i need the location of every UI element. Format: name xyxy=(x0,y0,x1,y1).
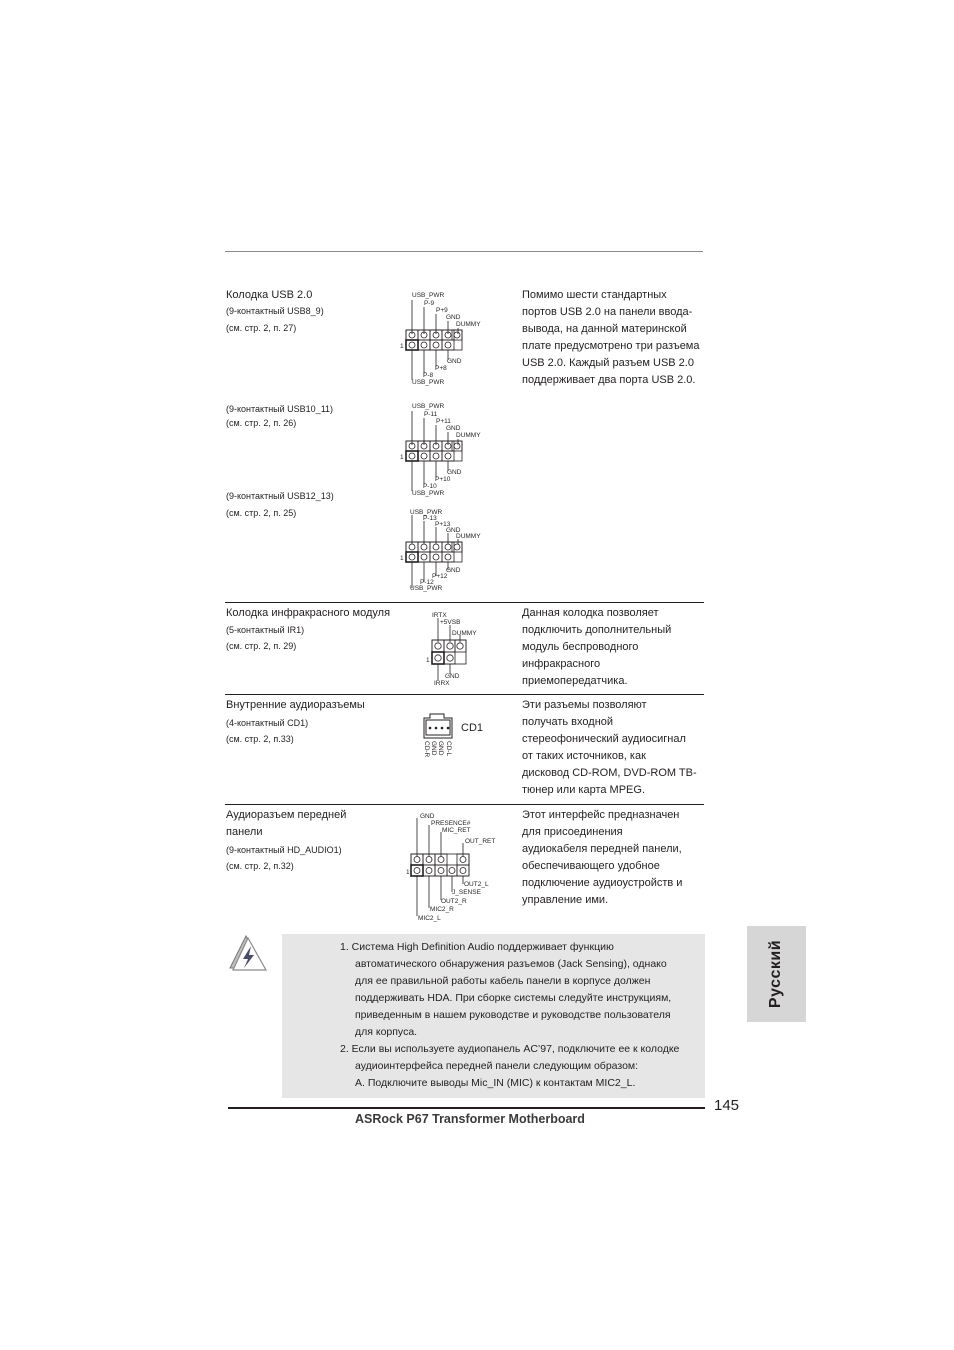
svg-text:CD-L: CD-L xyxy=(445,741,452,757)
note-line: для ее правильной работы кабель панели в корпусе должен xyxy=(355,975,651,987)
usb1213-ref: (см. стр. 2, п. 25) xyxy=(226,508,297,518)
svg-text:+5VSB: +5VSB xyxy=(440,619,461,626)
svg-text:GND: GND xyxy=(430,741,437,756)
language-tab-label: Русский xyxy=(767,939,785,1009)
svg-text:MIC_RET: MIC_RET xyxy=(442,827,471,834)
note-line: аудиоинтерфейса передней панели следующим образом: xyxy=(355,1060,639,1072)
footer-title: ASRock P67 Transformer Motherboard xyxy=(355,1112,585,1126)
cd-description: Эти разъемы позволяют получать входной стереофонический аудиосигнал от таких источников, как дисковод CD-ROM, DVD-ROM TB- тюнер или карта MPEG. xyxy=(522,699,697,796)
svg-text:P-11: P-11 xyxy=(424,411,438,418)
svg-text:PRESENCE#: PRESENCE# xyxy=(431,820,471,827)
svg-text:P-10: P-10 xyxy=(423,483,437,490)
svg-text:DUMMY: DUMMY xyxy=(456,432,481,439)
page-number: 145 xyxy=(714,1097,740,1114)
note-line: поддерживать HDA. При сборке системы следуйте инструкциям, xyxy=(355,992,672,1004)
usb89-ref: (см. стр. 2, п. 27) xyxy=(226,323,297,333)
svg-text:P+12: P+12 xyxy=(432,573,448,580)
svg-text:OUT2_L: OUT2_L xyxy=(464,881,489,888)
cd-name: (4-контактный CD1) xyxy=(226,718,309,728)
svg-text:GND: GND xyxy=(420,813,435,820)
svg-text:DUMMY: DUMMY xyxy=(456,533,481,540)
audio-section-title-2: панели xyxy=(226,826,263,838)
audio-description: Этот интерфейс предназначен для присоединения аудиокабеля передней панели, обеспечивающего удобное подключение аудиоустройств и управление ими. xyxy=(522,809,683,906)
svg-text:GND: GND xyxy=(447,358,462,365)
cd-ref: (см. стр. 2, п.33) xyxy=(226,734,294,744)
svg-text:OUT2_R: OUT2_R xyxy=(441,898,467,905)
svg-text:1: 1 xyxy=(400,343,404,350)
cd1-label: CD1 xyxy=(461,722,484,734)
divider-audio xyxy=(225,804,704,805)
svg-text:IRTX: IRTX xyxy=(432,612,447,619)
svg-text:P-13: P-13 xyxy=(423,515,437,522)
divider-cd xyxy=(225,694,704,695)
svg-text:J_SENSE: J_SENSE xyxy=(452,889,481,896)
svg-text:GND: GND xyxy=(447,469,462,476)
svg-text:USB_PWR: USB_PWR xyxy=(412,379,445,386)
cd-section-title: Внутренние аудиоразъемы xyxy=(226,699,365,711)
svg-text:USB_PWR: USB_PWR xyxy=(412,490,445,497)
svg-text:GND: GND xyxy=(437,741,444,756)
footer-rule xyxy=(228,1107,705,1109)
svg-text:1: 1 xyxy=(406,869,410,876)
ir-name: (5-контактный IR1) xyxy=(226,625,305,635)
svg-text:USB_PWR: USB_PWR xyxy=(410,585,443,592)
header-rule xyxy=(225,251,703,252)
svg-text:DUMMY: DUMMY xyxy=(452,630,477,637)
usb1011-name: (9-контактный USB10_11) xyxy=(226,404,334,414)
svg-text:P+10: P+10 xyxy=(435,476,451,483)
svg-text:USB_PWR: USB_PWR xyxy=(412,403,445,410)
audio-section-title-1: Аудиоразъем передней xyxy=(226,809,347,821)
svg-text:P+11: P+11 xyxy=(436,418,451,425)
usb89-pin-usb-pwr-top: USB_PWR xyxy=(412,292,445,299)
note-line: А. Подключите выводы Mic_IN (MIC) к контактам MIC2_L. xyxy=(355,1077,636,1089)
svg-text:P+9: P+9 xyxy=(436,307,448,314)
svg-text:USB_PWR: USB_PWR xyxy=(410,509,443,516)
svg-text:P-12: P-12 xyxy=(420,579,434,586)
svg-text:GND: GND xyxy=(446,425,461,432)
note-text xyxy=(340,939,679,1092)
warning-icon xyxy=(226,930,270,972)
usb89-name: (9-контактный USB8_9) xyxy=(226,306,324,316)
cd-connector-diagram xyxy=(416,708,496,770)
svg-text:P-8: P-8 xyxy=(423,372,434,379)
ir-description: Данная колодка позволяет подключить дополнительный модуль беспроводного инфракрасного приемопередатчика. xyxy=(522,607,672,687)
note-line: автоматического обнаружения разъемов (Jack Sensing), однако xyxy=(355,958,667,970)
svg-text:1: 1 xyxy=(400,555,404,562)
usb-section-title: Колодка USB 2.0 xyxy=(226,289,313,301)
usb-description: Помимо шести стандартных портов USB 2.0 на панели ввода- вывода, на данной материнской плате предусмотрено три разъема USB 2.0. Каждый разъем USB 2.0 поддерживает два порта USB 2.0. xyxy=(522,289,700,386)
usb1011-ref: (см. стр. 2, п. 26) xyxy=(226,418,297,428)
svg-text:GND: GND xyxy=(446,567,461,574)
ir-header-diagram xyxy=(420,608,510,690)
usb1213-name: (9-контактный USB12_13) xyxy=(226,491,334,501)
svg-text:DUMMY: DUMMY xyxy=(456,321,481,328)
svg-text:CD-R: CD-R xyxy=(423,741,430,758)
svg-text:OUT_RET: OUT_RET xyxy=(465,838,496,845)
audio-ref: (см. стр. 2, п.32) xyxy=(226,861,294,871)
note-line: 1. Система High Definition Audio поддерживает функцию xyxy=(340,941,614,953)
svg-text:P+13: P+13 xyxy=(435,521,451,528)
svg-text:MIC2_L: MIC2_L xyxy=(418,915,441,922)
svg-text:GND: GND xyxy=(446,314,461,321)
usb1213-header-diagram xyxy=(396,506,496,596)
svg-text:P-9: P-9 xyxy=(424,300,435,307)
usb1011-header-diagram xyxy=(396,399,496,499)
hd-audio-header-diagram xyxy=(404,810,504,926)
note-line: для корпуса. xyxy=(355,1026,418,1038)
svg-text:1: 1 xyxy=(426,657,430,664)
svg-text:GND: GND xyxy=(445,673,460,680)
svg-text:MIC2_R: MIC2_R xyxy=(430,906,454,913)
note-line: 2. Если вы используете аудиопанель AC’97, подключите ее к колодке xyxy=(340,1043,680,1055)
ir-ref: (см. стр. 2, п. 29) xyxy=(226,641,297,651)
divider-ir xyxy=(225,602,704,603)
svg-text:IRRX: IRRX xyxy=(434,680,450,687)
ir-section-title: Колодка инфракрасного модуля xyxy=(226,607,391,619)
audio-name: (9-контактный HD_AUDIO1) xyxy=(226,845,342,855)
svg-text:P+8: P+8 xyxy=(435,365,447,372)
note-line: приведенным в нашем руководстве и руководстве пользователя xyxy=(355,1009,671,1021)
usb89-header-diagram xyxy=(396,288,496,388)
svg-text:1: 1 xyxy=(400,454,404,461)
svg-text:GND: GND xyxy=(446,527,461,534)
